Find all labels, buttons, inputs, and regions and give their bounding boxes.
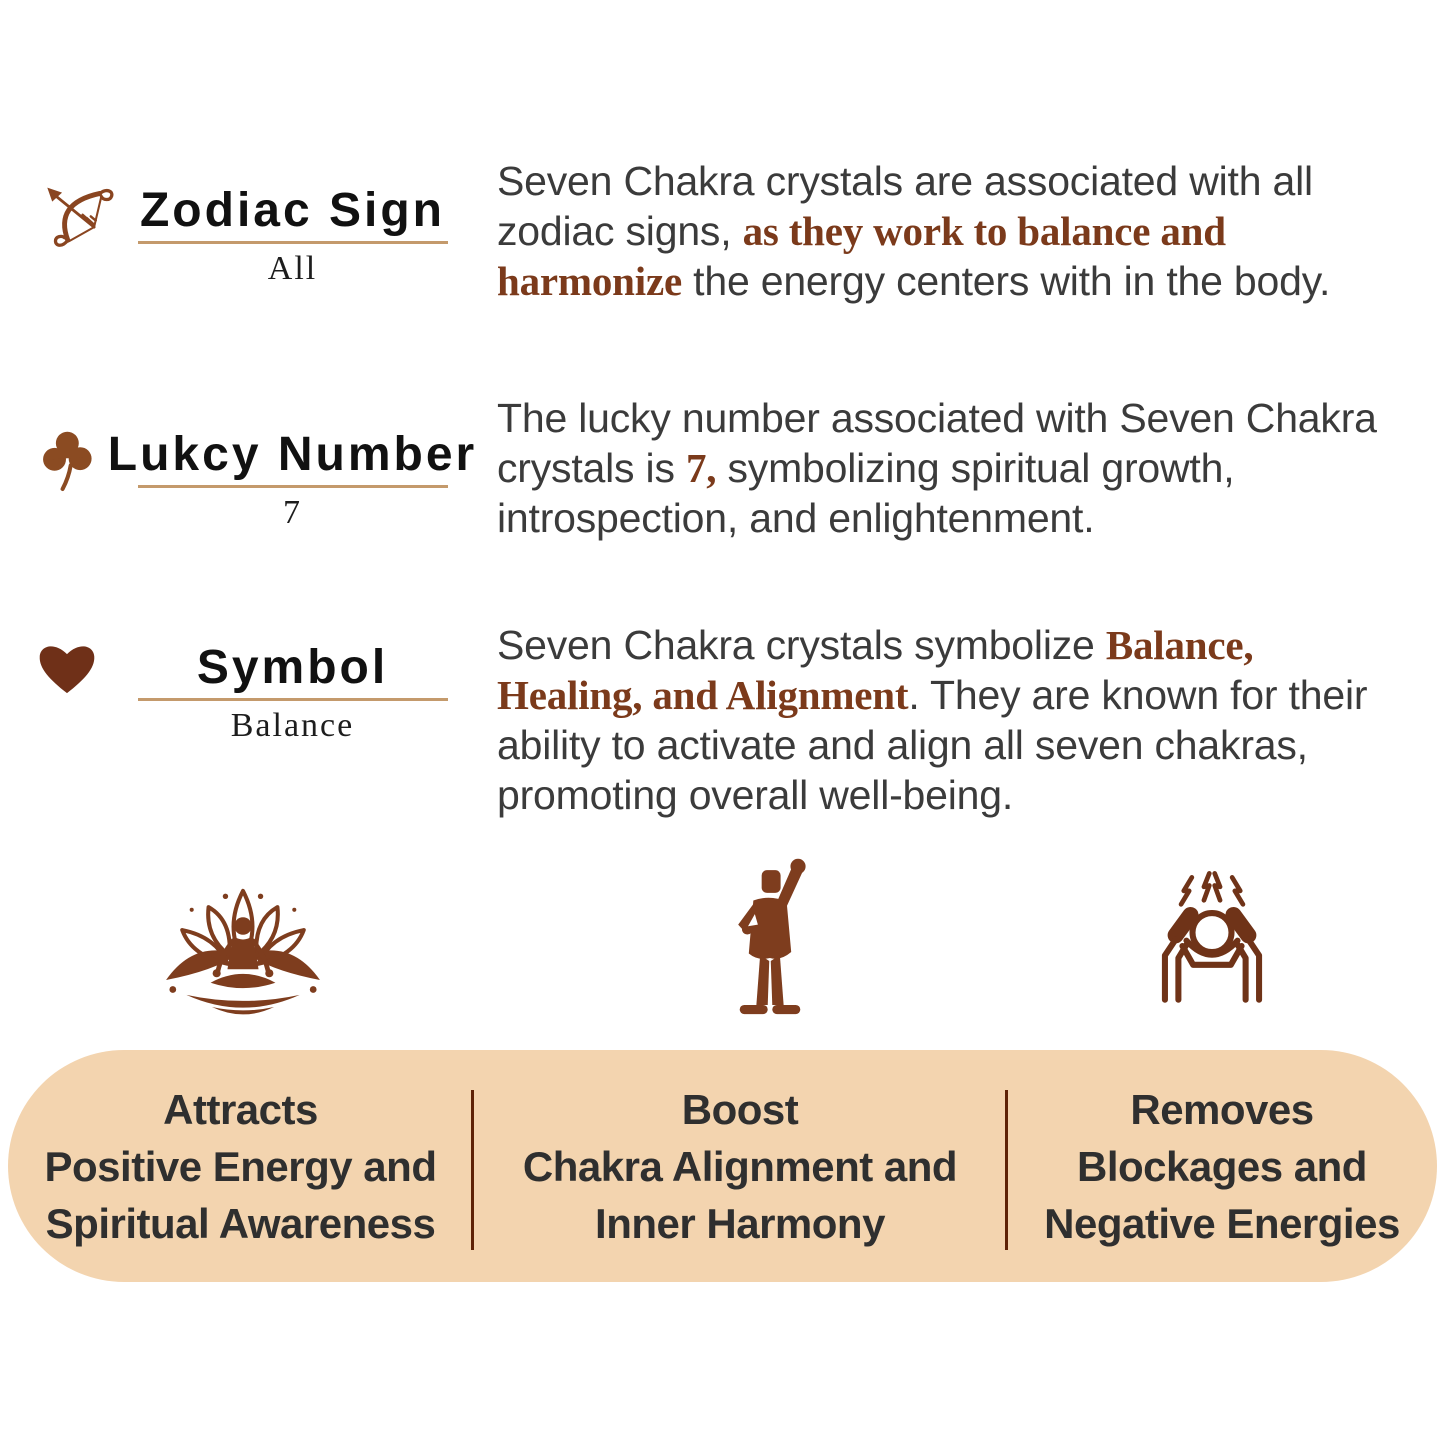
paragraph-text: Seven Chakra crystals symbolize — [497, 622, 1106, 668]
stressed-person-icon — [1144, 868, 1280, 1026]
paragraph-accent-text: Balance, Healing, and Alignment — [497, 622, 1254, 718]
lotus-meditation-icon — [162, 880, 324, 1026]
section-symbol — [105, 640, 480, 747]
benefit-line: Attracts — [163, 1085, 318, 1133]
lucky-number-paragraph — [497, 393, 1382, 543]
paragraph-text: . They are known for their ability to activate and align all seven chakras, promoting overall well-being. — [497, 672, 1368, 818]
lucky-number-underline — [138, 485, 448, 488]
benefit-line: Spiritual Awareness — [45, 1199, 436, 1247]
symbol-paragraph — [497, 620, 1382, 820]
benefit-line: Blockages and — [1077, 1142, 1367, 1190]
benefit-attracts — [8, 1050, 473, 1282]
paragraph-text: The lucky number associated with Seven Chakra crystals is — [497, 395, 1377, 491]
symbol-value: Balance — [230, 707, 355, 744]
paragraph-accent-text: as they work to balance and harmonize — [497, 208, 1226, 304]
paragraph-accent-text: 7, — [685, 445, 717, 491]
bar-divider — [1005, 1090, 1008, 1250]
superhero-icon — [724, 855, 816, 1033]
benefits-bar — [8, 1050, 1437, 1282]
paragraph-text: Seven Chakra crystals are associated with all zodiac signs, — [497, 158, 1313, 254]
section-lucky-number — [105, 427, 480, 534]
benefit-line: Removes — [1130, 1085, 1314, 1133]
benefit-line: Inner Harmony — [595, 1199, 885, 1247]
symbol-underline — [138, 698, 448, 701]
heart-icon — [36, 641, 98, 697]
benefit-line: Chakra Alignment and — [522, 1142, 958, 1190]
symbol-title: Symbol — [196, 641, 389, 694]
zodiac-paragraph — [497, 156, 1382, 306]
paragraph-text: the energy centers with in the body. — [681, 258, 1331, 304]
benefit-line: Negative Energies — [1044, 1199, 1400, 1247]
paragraph-text: symbolizing spiritual growth, introspection, and enlightenment. — [497, 445, 1235, 541]
zodiac-sign-value: All — [267, 250, 318, 287]
lucky-number-title: Lukcy Number — [107, 428, 478, 481]
benefit-line: Positive Energy and — [44, 1142, 437, 1190]
benefit-removes — [1007, 1050, 1437, 1282]
bar-divider — [471, 1090, 474, 1250]
lucky-number-value: 7 — [283, 494, 302, 531]
benefit-line: Boost — [681, 1085, 799, 1133]
section-zodiac-sign — [105, 183, 480, 290]
zodiac-sign-title: Zodiac Sign — [139, 184, 445, 237]
benefit-boost — [473, 1050, 1007, 1282]
clover-icon — [40, 429, 96, 493]
zodiac-underline — [138, 241, 448, 244]
